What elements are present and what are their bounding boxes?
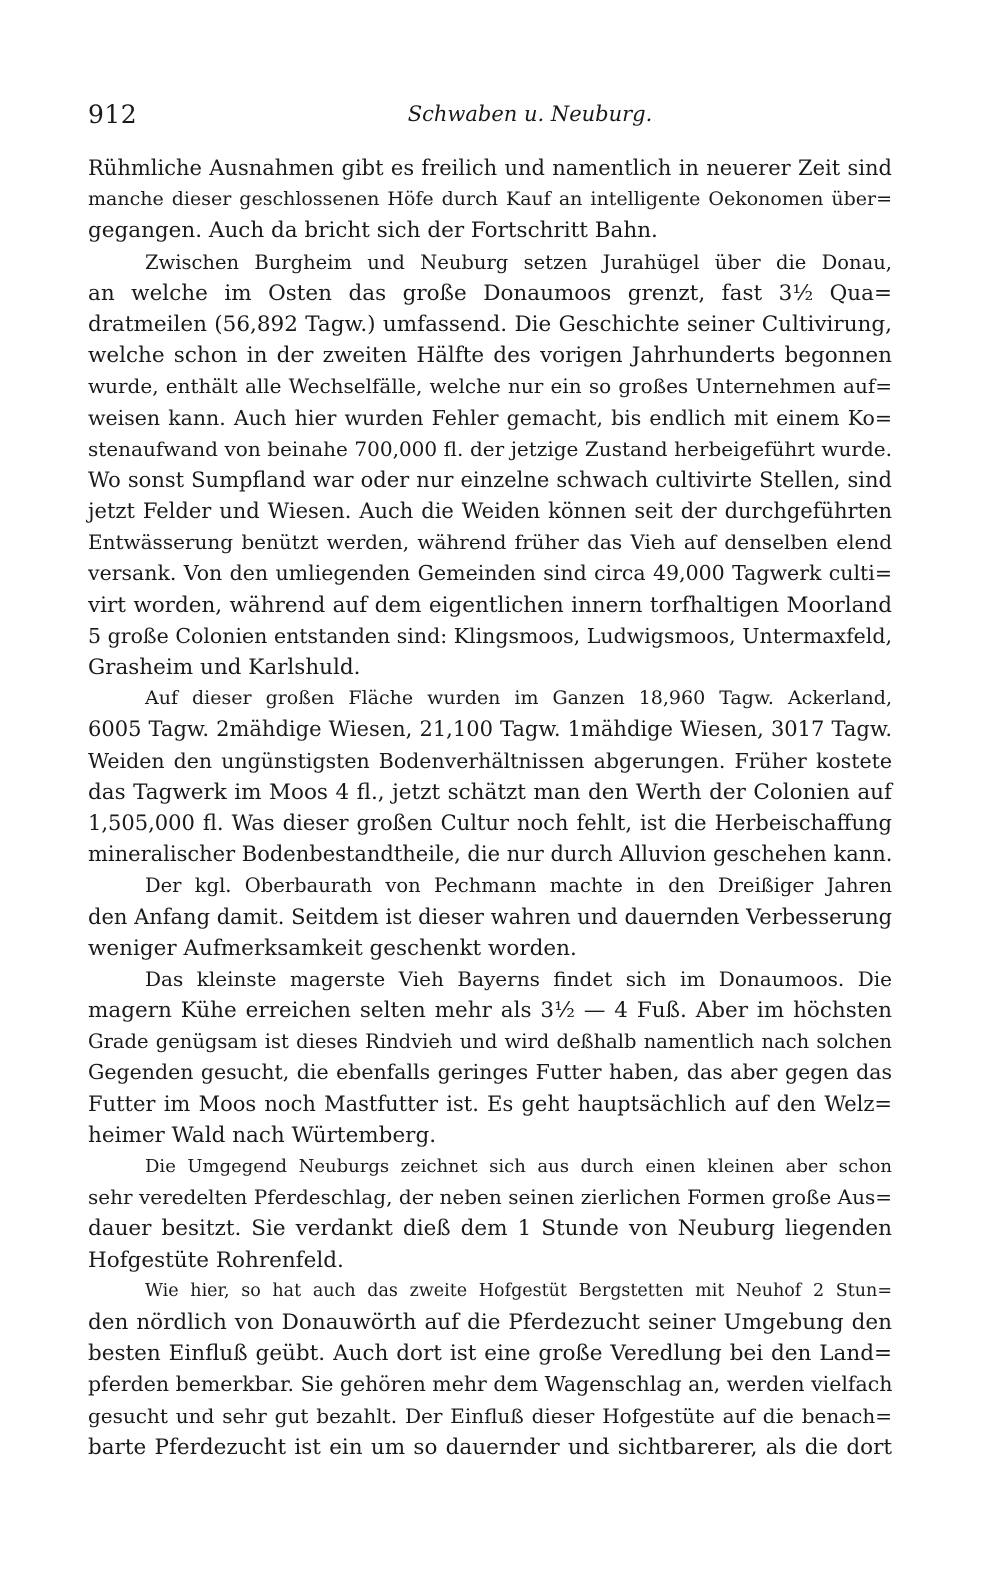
text-line: mineralischer Bodenbestandtheile, die nur durch Alluvion geschehen kann. <box>88 842 893 867</box>
body-text <box>88 153 892 1463</box>
text-line: virt worden, während auf dem eigentlichen innern torfhaltigen Moorland <box>88 592 892 618</box>
text-line: Weiden den ungünstigsten Bodenverhältnissen abgerungen. Früher kostete <box>88 748 892 773</box>
paragraph-first-line: Wie hier, so hat auch das zweite Hofgestüt Bergstetten mit Neuhof 2 Stun= <box>145 1280 892 1301</box>
text-line: sehr veredelten Pferdeschlag, der neben seinen zierlichen Formen große Aus= <box>88 1185 892 1210</box>
text-line: manche dieser geschlossenen Höfe durch Kauf an intelligente Oekonomen über= <box>88 188 892 211</box>
paragraph-first-line: Die Umgegend Neuburgs zeichnet sich aus durch einen kleinen aber schon <box>145 1156 892 1177</box>
text-line: wurde, enthält alle Wechselfälle, welche nur ein so großes Unternehmen auf= <box>88 374 892 399</box>
text-line: pferden bemerkbar. Sie gehören mehr dem Wagenschlag an, werden vielfach <box>88 1372 893 1397</box>
text-line: an welche im Osten das große Donaumoos grenzt, fast 3½ Qua= <box>88 280 892 306</box>
text-line: weisen kann. Auch hier wurden Fehler gemacht, bis endlich mit einem Ko= <box>88 405 892 430</box>
text-line: barte Pferdezucht ist ein um so dauernder und sichtbarerer, als die dort <box>88 1434 892 1460</box>
text-line: Entwässerung benützt werden, während früher das Vieh auf denselben elend <box>88 530 892 555</box>
text-line: dratmeilen (56,892 Tagw.) umfassend. Die Geschichte seiner Cultivirung, <box>88 311 892 337</box>
text-line: heimer Wald nach Würtemberg. <box>88 1122 437 1148</box>
paragraph-first-line: Das kleinste magerste Vieh Bayerns findet sich im Donaumoos. Die <box>145 966 892 991</box>
page-number: 912 <box>88 100 138 129</box>
text-line: Gegenden gesucht, die ebenfalls geringes Futter haben, das aber gegen das <box>88 1060 892 1085</box>
text-line: 6005 Tagw. 2mähdige Wiesen, 21,100 Tagw. 1mähdige Wiesen, 3017 Tagw. <box>88 717 892 742</box>
paragraph-first-line: Der kgl. Oberbaurath von Pechmann machte in den Dreißiger Jahren <box>145 874 892 898</box>
text-line: 1,505,000 fl. Was dieser großen Cultur noch fehlt, ist die Herbeischaffung <box>88 810 892 835</box>
text-line: Hofgestüte Rohrenfeld. <box>88 1247 344 1273</box>
text-line: magern Kühe erreichen selten mehr als 3½ — 4 Fuß. Aber im höchsten <box>88 998 892 1024</box>
text-line: den Anfang damit. Seitdem ist dieser wahren und dauernden Verbesserung <box>88 904 893 929</box>
text-line: Rühmliche Ausnahmen gibt es freilich und namentlich in neuerer Zeit sind <box>88 156 892 180</box>
text-line: besten Einfluß geübt. Auch dort ist eine große Veredlung bei den Land= <box>88 1341 892 1367</box>
text-line: das Tagwerk im Moos 4 fl., jetzt schätzt man den Werth der Colonien auf <box>88 779 892 805</box>
page-header <box>88 100 892 136</box>
paragraph-first-line: Auf dieser großen Fläche wurden im Ganzen 18,960 Tagw. Ackerland, <box>145 687 892 710</box>
paragraph-first-line: Zwischen Burgheim und Neuburg setzen Jurahügel über die Donau, <box>145 250 892 274</box>
text-line: stenaufwand von beinahe 700,000 fl. der jetzige Zustand herbeigeführt wurde. <box>88 436 892 461</box>
text-line: dauer besitzt. Sie verdankt dieß dem 1 Stunde von Neuburg liegenden <box>88 1216 892 1242</box>
text-line: Wo sonst Sumpfland war oder nur einzelne schwach cultivirte Stellen, sind <box>88 467 892 492</box>
text-line: den nördlich von Donauwörth auf die Pferdezucht seiner Umgebung den <box>88 1309 892 1335</box>
text-line: Grade genügsam ist dieses Rindvieh und wird deßhalb namentlich nach solchen <box>88 1030 892 1054</box>
text-line: Futter im Moos noch Mastfutter ist. Es geht hauptsächlich auf den Welz= <box>88 1091 892 1116</box>
text-line: versank. Von den umliegenden Gemeinden sind circa 49,000 Tagwerk culti= <box>88 561 892 586</box>
text-line: Grasheim und Karlshuld. <box>88 655 361 680</box>
text-line: gegangen. Auch da bricht sich der Fortschritt Bahn. <box>88 218 658 244</box>
text-line: jetzt Felder und Wiesen. Auch die Weiden können seit der durchgeführten <box>88 499 892 524</box>
text-line: weniger Aufmerksamkeit geschenkt worden. <box>88 935 577 961</box>
text-line: welche schon in der zweiten Hälfte des vorigen Jahrhunderts begonnen <box>88 343 892 369</box>
running-head: Schwaben u. Neuburg. <box>407 102 653 126</box>
text-line: gesucht und sehr gut bezahlt. Der Einfluß dieser Hofgestüte auf die benach= <box>88 1403 892 1428</box>
text-line: 5 große Colonien entstanden sind: Klingsmoos, Ludwigsmoos, Untermaxfeld, <box>88 623 892 648</box>
